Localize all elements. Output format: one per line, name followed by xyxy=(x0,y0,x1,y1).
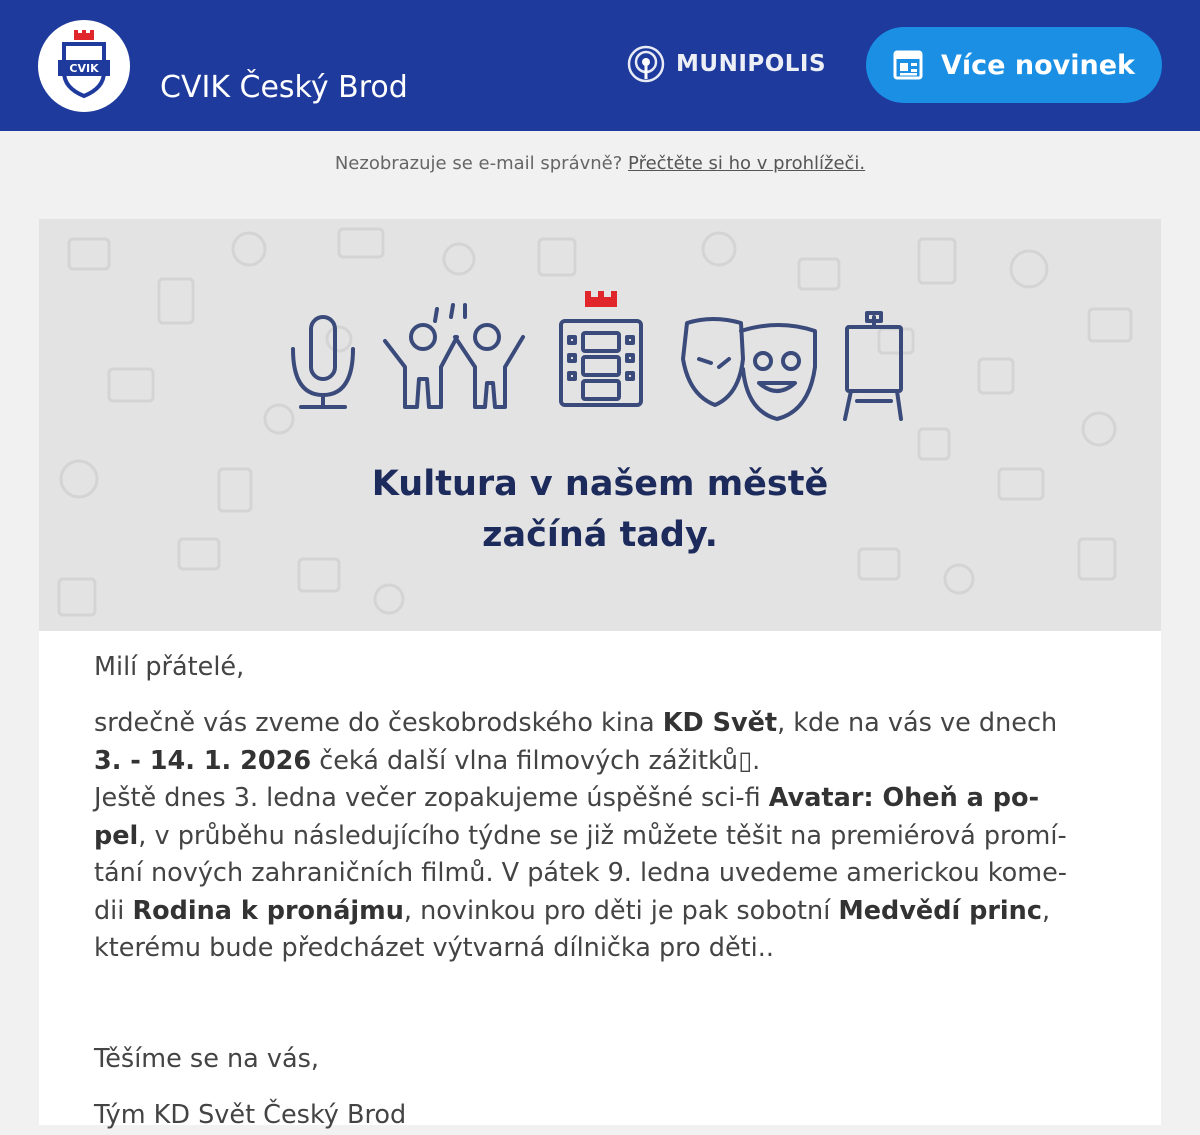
message-body xyxy=(39,631,1161,1130)
more-news-button[interactable] xyxy=(866,27,1162,103)
svg-text:CVIK: CVIK xyxy=(69,62,99,75)
venue-name: KD Svět xyxy=(662,708,778,738)
broadcast-icon xyxy=(626,44,666,84)
invite-text-d: . xyxy=(752,745,761,776)
browser-view-note xyxy=(0,150,1200,178)
view-in-browser-link[interactable]: Přečtěte si ho v prohlížeči. xyxy=(628,153,866,174)
program-text-a: Ještě dnes 3. ledna večer zopakujeme úspěšné sci-fi xyxy=(94,783,769,813)
theater-masks-icon xyxy=(683,319,815,419)
people-icon xyxy=(385,305,523,407)
munipolis-brand[interactable] xyxy=(626,44,826,84)
signature-text: Tým KD Svět Český Brod xyxy=(94,1100,407,1130)
easel-icon xyxy=(845,313,901,419)
event-dates: 3. - 14. 1. 2026 xyxy=(94,745,312,776)
browser-note-text: Nezobrazuje se e-mail správně? xyxy=(334,153,623,174)
invite-text-b: , kde na vás ve dnech xyxy=(777,708,1058,738)
film-rodina: Rodina k pronájmu xyxy=(132,895,404,926)
shield-logo-icon xyxy=(38,20,130,112)
munipolis-label: MUNIPOLIS xyxy=(676,51,827,77)
email-header xyxy=(0,0,1200,131)
banner-headline-line2: začíná tady. xyxy=(482,515,718,555)
film-medvedi-princ: Medvědí princ xyxy=(838,895,1042,926)
banner-headline-line1: Kultura v našem městě xyxy=(371,464,829,504)
more-news-label: Více novinek xyxy=(941,49,1135,81)
missing-emoji-glyph: ▯ xyxy=(738,745,753,776)
closing-text: Těšíme se na vás, xyxy=(94,1044,320,1074)
banner-headline xyxy=(39,459,1161,561)
program-text-c: , novinkou pro děti je pak sobotní xyxy=(403,895,839,926)
invite-text-a: srdečně vás zveme do českobrodského kina xyxy=(94,708,663,738)
castle-crown-icon xyxy=(585,291,617,307)
organization-name: CVIK Český Brod xyxy=(160,70,408,105)
microphone-icon xyxy=(293,317,353,407)
cvik-logo[interactable] xyxy=(38,20,130,112)
invite-text-c: čeká další vlna filmových zážitků xyxy=(311,745,739,776)
newspaper-icon xyxy=(893,50,923,80)
greeting-text: Milí přátelé, xyxy=(94,652,245,682)
building-icon xyxy=(561,321,641,405)
invitation-paragraph: srdečně vás zveme do českobrodského kina KD Svět, kde na vás ve dnech 3. - 14. 1. 2026 čeká další vlna filmových zážitků▯. Ještě dnes 3. ledna večer zopakujeme úspěšné sci-fi Avatar: Oheň a po- pel, v průběhu následujícího týdne se již můžete těšit na premiérová promí- tání nových zahraničních filmů. V pátek 9. ledna uvedeme americkou kome- dii Rodina k pronájmu, novinkou pro děti je pak sobotní Medvědí princ, kterému bude předcházet výtvarná dílnička pro děti.. xyxy=(94,708,1067,963)
culture-banner xyxy=(39,219,1161,631)
